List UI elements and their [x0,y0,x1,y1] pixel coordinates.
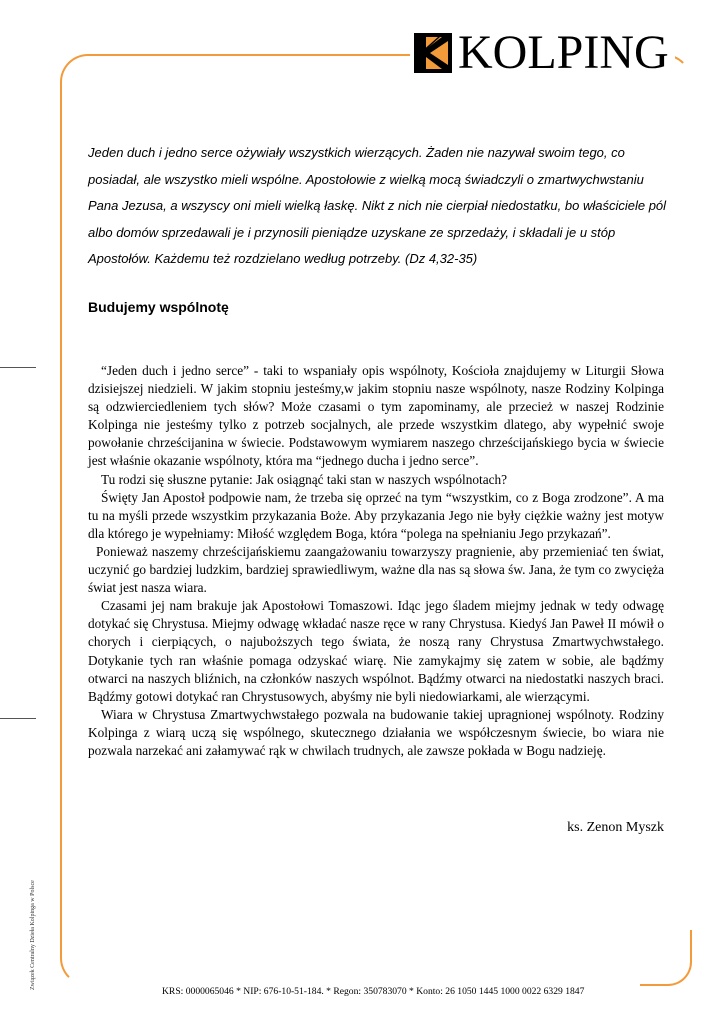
paragraph: Czasami jej nam brakuje jak Apostołowi Tomaszowi. Idąc jego śladem miejmy jednak w tedy odwagę dotykać się Chrystusa. Miejmy odwagę wkładać nasze ręce w rany Chrystusa. Kiedyś Jan Paweł II mówił o chorych i cierpiących, o najuboższych tego świata, że noszą rany Chrystusa Zmartwychwstałego. Dotykanie tych ran właśnie pomaga odzyskać wiarę. Nie zamykajmy się zatem w sobie, ale bądźmy otwarci na naszych bliźnich, na członków naszych wspólnot. Bądźmy otwarci na niedostatki naszych braci. Bądźmy gotowi dotykać ran Chrystusowych, abyśmy nie byli niedowiarkami, ale wierzącymi. [88,598,664,704]
side-organization-text: Związek Centralny Dzieła Kolpinga w Polsce [30,880,36,990]
margin-tick-bottom [0,718,36,719]
footer-registration: KRS: 0000065046 * NIP: 676-10-51-184. * Regon: 350783070 * Konto: 26 1050 1445 1000 0022 6329 1847 [162,986,585,997]
author-signature: ks. Zenon Myszk [567,820,664,835]
article-heading: Budujemy wspólnotę [88,299,229,315]
paragraph: Ponieważ naszemy chrześcijańskiemu zaangażowaniu towarzyszy pragnienie, aby przemieniać ten świat, uczynić go bardziej ludzkim, bardziej sprawiedliwym, ważne dla nas są słowa św. Jana, że tym co zwycięża świat jest nasza wiara. [88,543,664,596]
paragraph: Święty Jan Apostoł podpowie nam, że trzeba się oprzeć na tym “wszystkim, co z Boga zrodzone”. A ma tu na myśli przede wszystkim przykazania Boże. Aby przykazania Jego nie były ciężkie ważny jest motyw dla którego je wypełniamy: Miłość względem Boga, która “polega na spełnianiu Jego przykazań”. [88,489,664,541]
kolping-logo [410,26,675,79]
margin-tick-top [0,367,36,368]
bible-quote: Jeden duch i jedno serce ożywiały wszystkich wierzących. Żaden nie nazywał swoim tego, co posiadał, ale wszystko mieli wspólne. Apostołowie z wielką mocą świadczyli o zmartwychwstaniu Pana Jezusa, a wszyscy oni mieli wielką łaskę. Nikt z nich nie cierpiał niedostatku, bo właściciele pól albo domów sprzedawali je i przynosili pieniądze uzyskane ze sprzedaży, i składali je u stóp Apostołów. Każdemu też rozdzielano według potrzeby. (Dz 4,32-35) [88,145,667,266]
page-frame-corner [640,930,692,986]
paragraph: Wiara w Chrystusa Zmartwychwstałego pozwala na budowanie takiej upragnionej wspólnoty. Rodziny Kolpinga z wiarą uczą się wspólnego, skutecznego działania we współczesnym świecie, bo wiara nie pozwala narzekać ani załamywać rąk w chwilach trudnych, ale zawsze pokłada w Bogu nadzieję. [88,706,664,758]
kolping-k-icon [414,33,452,73]
paragraph: Tu rodzi się słuszne pytanie: Jak osiągnąć taki stan w naszych wspólnotach? [101,471,508,487]
logo-wordmark: KOLPING [458,26,669,79]
article-body [88,362,664,760]
paragraph: “Jeden duch i jedno serce” - taki to wspaniały opis wspólnoty, Kościoła znajdujemy w Liturgii Słowa dzisiejszej niedzieli. W jakim stopniu jesteśmy,w jakim stopniu nasze wspólnoty, nasze Rodziny Kolpinga są odzwierciedleniem tych słów? Może czasami o tym zapominamy, ale przecież w naszej Rodzinie Kolpinga nie jesteśmy tylko z potrzeb socjalnych, ale przede wszystkim dlatego, aby wypełnić swoje powołanie chrześcijanina w świecie. Podstawowym wymiarem naszego chrześcijańskiego bycia w świecie jest właśnie okazanie wspólnoty, która ma “jednego ducha i jedno serce”. [88,363,664,469]
